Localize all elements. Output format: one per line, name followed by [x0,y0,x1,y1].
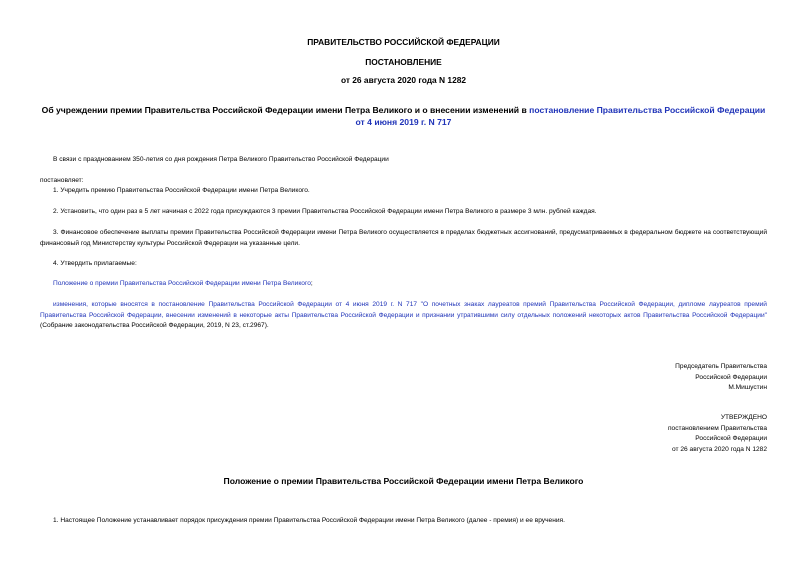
link-regulation[interactable]: Положение о премии Правительства Российской Федерации имени Петра Великого [53,280,311,287]
signature-position: Председатель Правительства [675,363,767,370]
regulation-item-1: 1. Настоящее Положение устанавливает порядок присуждения премии Правительства Российской Федерации имени Петра Великого (далее - премия) и ее вручения. [53,517,565,524]
document-type-heading: ПОСТАНОВЛЕНИЕ [365,57,442,67]
title-link-resolution-717[interactable]: постановление Правительства Российской Федерации от 4 июня 2019 г. N 717 [355,105,766,127]
issuer-heading: ПРАВИТЕЛЬСТВО РОССИЙСКОЙ ФЕДЕРАЦИИ [307,37,500,47]
approval-line-4: от 26 августа 2020 года N 1282 [672,445,767,453]
signature-name: М.Мишустин [728,384,767,392]
approved-list-item-regulation [40,279,767,290]
approval-line-3: Российской Федерации [695,435,767,443]
approval-line-2: постановлением Правительства [667,424,767,432]
title-text: Об учреждении премии Правительства Российской Федерации имени Петра Великого и о внесении изменений в [41,105,530,115]
changes-source: (Собрание законодательства Российской Федерации, 2019, N 23, ст.2967). [40,322,269,330]
link-changes[interactable]: изменения, которые вносятся в постановление Правительства Российской Федерации от 4 июня 2019 г. N 717 "О почетных знаках лауреатов премий Правительства Российской Федерации, дипломе лауреатов премий Правительства Российской Федерации, внесении изменений в некоторые акты Правительства Российской Федерации и признании утратившими силу отдельных положений некоторых актов Правительства Российской Федерации" [40,301,767,319]
item-1: 1. Учредить премию Правительства Российской Федерации имени Петра Великого. [53,187,310,194]
document-date-number: от 26 августа 2020 года N 1282 [340,75,467,85]
item-3: 3. Финансовое обеспечение выплаты премии Правительства Российской Федерации имени Петра Великого осуществляется в пределах бюджетных ассигнований, предусматриваемых в федеральном бюджете на соответствующий финансовый год Министерству культуры Российской Федерации на указанные цели. [40,229,767,247]
item-2: 2. Установить, что один раз в 5 лет начиная с 2022 года присуждаются 3 премии Правительства Российской Федерации имени Петра Великого в размере 3 млн. рублей каждая. [53,208,597,215]
item-4: 4. Утвердить прилагаемые: [53,260,137,267]
regulation-heading: Положение о премии Правительства Российской Федерации имени Петра Великого [223,476,584,486]
document-title [40,104,767,128]
approved-list-item-changes [40,300,767,332]
signature-block [467,362,767,394]
approval-title: УТВЕРЖДЕНО [720,414,767,421]
signature-body: Российской Федерации [695,373,767,381]
semicolon: ; [310,280,313,287]
resolves-word: постановляет: [40,177,84,184]
preamble: В связи с празднованием 350-летия со дня рождения Петра Великого Правительство Российской Федерации [53,156,389,163]
approval-stamp [467,413,767,455]
